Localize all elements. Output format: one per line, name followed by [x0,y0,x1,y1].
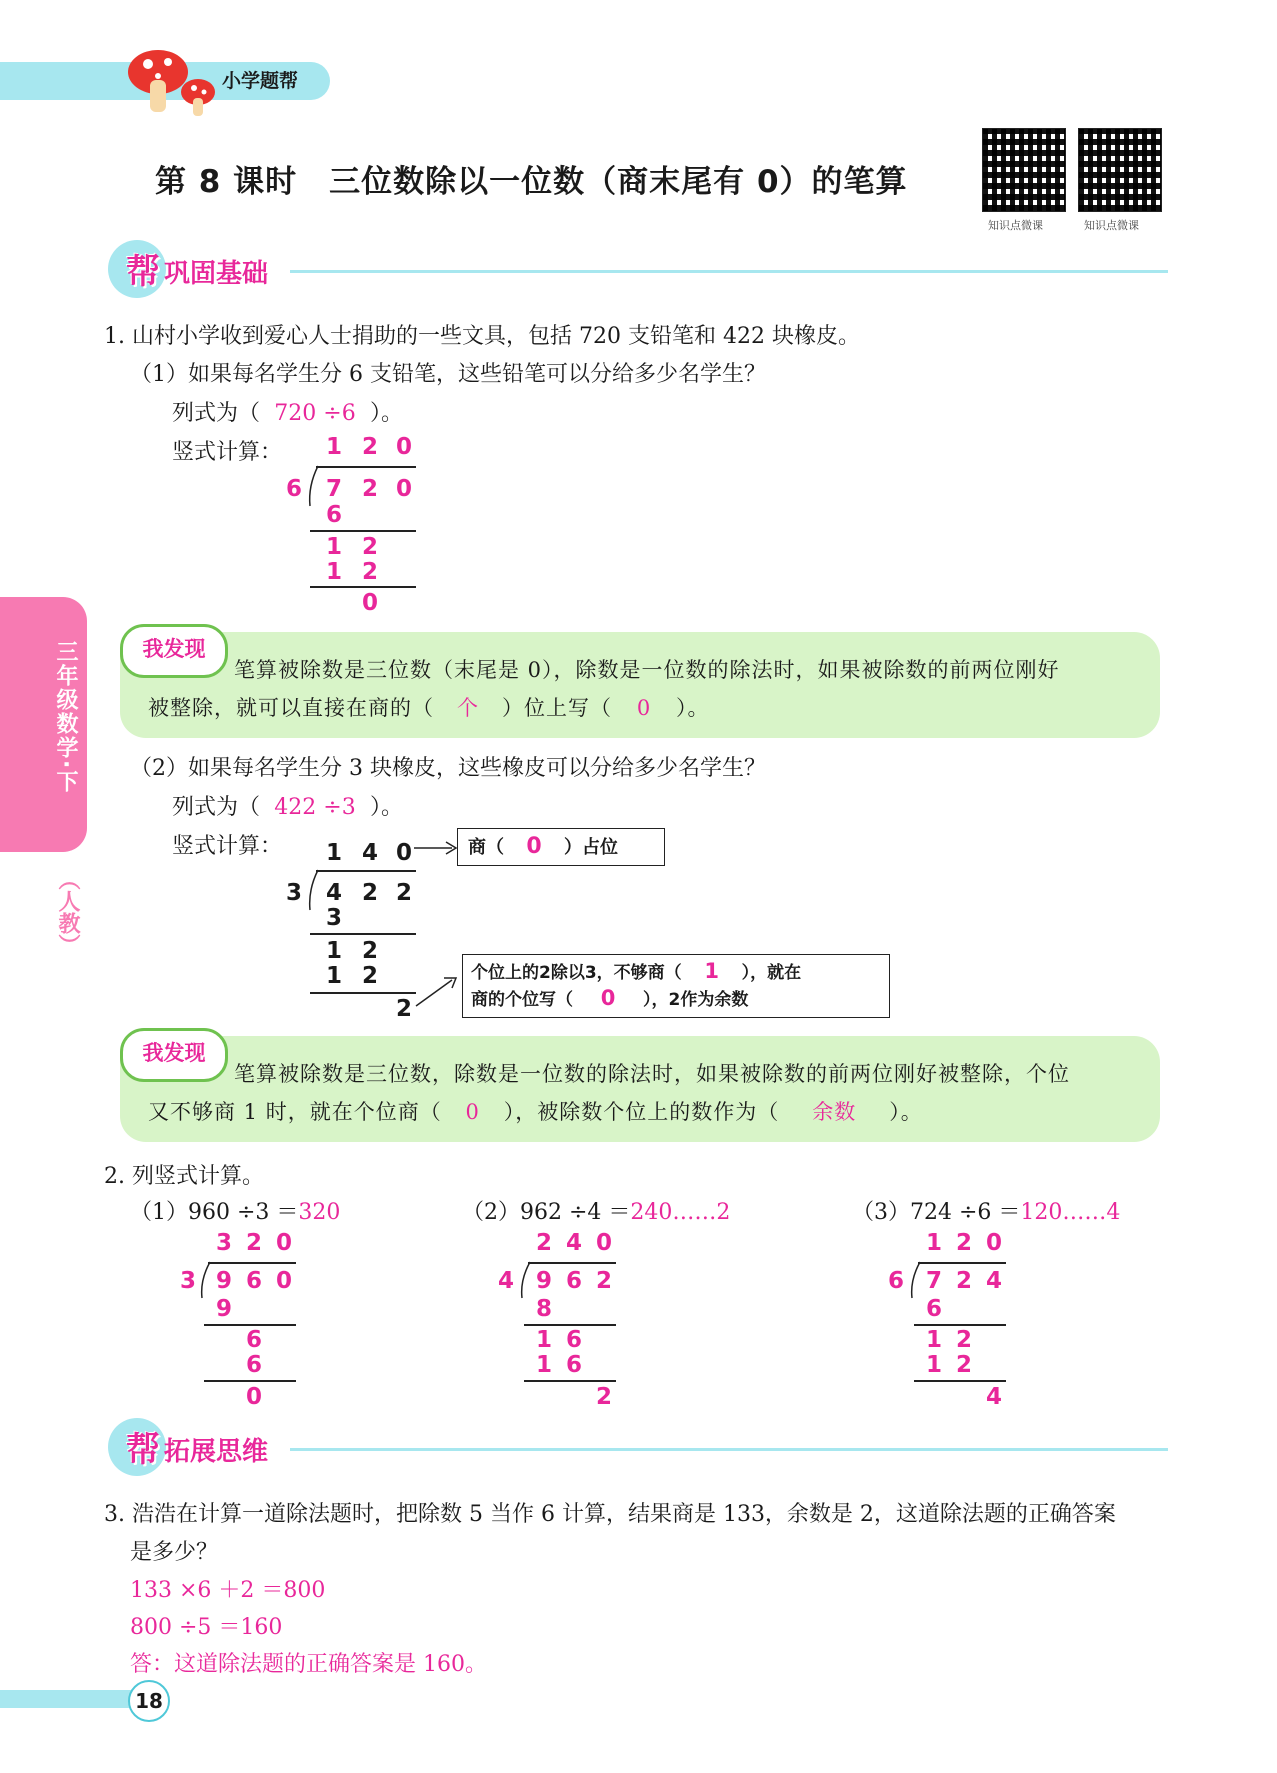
division-bracket [198,1260,212,1300]
step-line [914,1324,1006,1326]
quotient-digit: 2 [956,1230,973,1256]
quotient-digit: 0 [596,1230,613,1256]
expression-1: 列式为（ 720 ÷6 ）。 [172,401,404,426]
remainder: 2 [396,996,413,1022]
dividend-digit: 2 [396,880,413,906]
divisor: 4 [498,1268,515,1294]
answer[interactable]: 120……4 [1020,1200,1121,1225]
page-title: 第 8 课时 三位数除以一位数（商末尾有 0）的笔算 [155,164,908,200]
step-line [524,1324,616,1326]
section-bang: 帮 [126,1430,160,1470]
q2-item-3: （3）724 ÷6 ＝120……4 [852,1200,1121,1225]
step-value: 2 [362,963,379,989]
step-value: 1 [326,963,343,989]
dividend-digit: 9 [216,1268,233,1294]
quotient-digit: 1 [326,434,343,460]
quotient-digit: 0 [276,1230,293,1256]
division-bar [528,1262,616,1264]
section-divider [290,1448,1168,1451]
remainder: 4 [986,1384,1003,1410]
dividend-digit: 2 [956,1268,973,1294]
division-bracket [306,868,320,912]
division-bracket [908,1260,922,1300]
step-value: 1 [326,534,343,560]
callout-box: 个位上的2除以3，不够商（ 1 ），就在 商的个位写（ 0 ），2作为余数 [462,954,890,1018]
divisor: 6 [888,1268,905,1294]
dividend-digit: 4 [326,880,343,906]
dividend-digit: 0 [276,1268,293,1294]
step-value: 6 [326,502,343,528]
qr-code-icon[interactable] [1078,128,1162,212]
step-value: 6 [566,1352,583,1378]
step-value: 2 [956,1352,973,1378]
discovery-box [120,1036,1160,1142]
step-value: 2 [362,534,379,560]
section-bang: 帮 [126,252,160,292]
step-line [310,992,416,994]
quotient-digit: 2 [536,1230,553,1256]
step-line [524,1380,616,1382]
quotient-digit: 2 [246,1230,263,1256]
answer-blank[interactable]: 0 [465,1100,480,1124]
page-number: 18 [128,1680,170,1722]
answer-blank[interactable]: 余数 [812,1100,857,1124]
division-bar [316,466,416,468]
division-bar [316,870,416,872]
dividend-digit: 6 [566,1268,583,1294]
step-line [204,1380,296,1382]
answer-blank[interactable]: 422 ÷3 [274,795,356,820]
q3-answer-line[interactable]: 答：这道除法题的正确答案是 160。 [130,1652,487,1677]
step-value: 2 [362,559,379,585]
step-value: 1 [536,1327,553,1353]
quotient-digit: 0 [396,840,413,866]
question-1-stem: 1. 山村小学收到爱心人士捐助的一些文具，包括 720 支铅笔和 422 块橡皮。 [104,324,860,349]
division-bar [208,1262,296,1264]
step-value: 6 [926,1296,943,1322]
step-line [204,1324,296,1326]
dividend-digit: 7 [926,1268,943,1294]
quotient-digit: 3 [216,1230,233,1256]
callout-box: 商（ 0 ）占位 [457,828,665,866]
step-value: 9 [216,1296,233,1322]
discovery-badge: 我发现 [120,624,228,678]
question-1-part-2: （2）如果每名学生分 3 块橡皮，这些橡皮可以分给多少名学生？ [130,756,766,781]
step-value: 3 [326,905,343,931]
q3-answer-line[interactable]: 800 ÷5 ＝160 [130,1615,283,1640]
discovery-text: 笔算被除数是三位数（末尾是 0），除数是一位数的除法时，如果被除数的前两位刚好 [234,658,1060,682]
step-line [310,933,416,935]
qr-code-icon[interactable] [982,128,1066,212]
dividend-digit: 0 [396,476,413,502]
step-value: 1 [326,559,343,585]
section-title-basic: 巩固基础 [164,259,269,289]
discovery-text: 又不够商 1 时，就在个位商（ 0 ），被除数个位上的数作为（ 余数 ）。 [148,1096,923,1126]
discovery-box [120,632,1160,738]
step-value: 1 [536,1352,553,1378]
brand-name: 小学题帮 [222,70,299,92]
discovery-text: 笔算被除数是三位数，除数是一位数的除法时，如果被除数的前两位刚好被整除，个位 [234,1062,1070,1086]
division-bracket [518,1260,532,1300]
question-3-stem: 3. 浩浩在计算一道除法题时，把除数 5 当作 6 计算，结果商是 133，余数是 2，这道除法题的正确答案 [104,1502,1116,1527]
arrow-icon [412,970,462,1014]
step-value: 2 [362,938,379,964]
answer[interactable]: 320 [298,1200,341,1225]
q3-answer-line[interactable]: 133 ×6 ＋2 ＝800 [130,1578,326,1603]
remainder: 0 [246,1384,263,1410]
step-value: 1 [926,1352,943,1378]
arrow-icon [412,836,458,860]
discovery-text: 被整除，就可以直接在商的（ 个 ）位上写（ 0 ）。 [148,692,710,722]
side-tab-grade: 三年级数学·下 [53,640,78,795]
quotient-digit: 4 [362,840,379,866]
step-value: 2 [956,1327,973,1353]
divisor: 6 [286,476,303,502]
quotient-digit: 1 [926,1230,943,1256]
quotient-digit: 4 [566,1230,583,1256]
side-tab-publisher: （人教） [55,868,80,956]
section-divider [290,270,1168,273]
step-line [310,530,416,532]
divisor: 3 [180,1268,197,1294]
quotient-digit: 0 [986,1230,1003,1256]
qr-caption: 知识点微课 [1084,219,1139,232]
answer-blank[interactable]: 720 ÷6 [274,401,356,426]
remainder: 0 [362,590,379,616]
qr-caption: 知识点微课 [988,219,1043,232]
remainder: 2 [596,1384,613,1410]
vertical-label: 竖式计算： [172,440,283,465]
step-line [310,586,416,588]
q2-item-2: （2）962 ÷4 ＝240……2 [462,1200,731,1225]
step-value: 6 [246,1327,263,1353]
division-bracket [306,464,320,508]
step-value: 1 [326,938,343,964]
answer-blank[interactable]: 0 [526,834,542,859]
dividend-digit: 2 [362,880,379,906]
expression-2: 列式为（ 422 ÷3 ）。 [172,795,404,820]
question-3-stem: 是多少？ [130,1540,219,1565]
quotient-digit: 1 [326,840,343,866]
divisor: 3 [286,880,303,906]
step-line [914,1380,1006,1382]
section-title-extend: 拓展思维 [164,1437,269,1467]
step-value: 6 [566,1327,583,1353]
answer[interactable]: 240……2 [630,1200,731,1225]
dividend-digit: 7 [326,476,343,502]
q2-item-1: （1）960 ÷3 ＝320 [130,1200,341,1225]
quotient-digit: 2 [362,434,379,460]
vertical-label: 竖式计算： [172,834,283,859]
answer-blank[interactable]: 1 [704,959,719,983]
answer-blank[interactable]: 0 [636,696,652,720]
question-2-stem: 2. 列竖式计算。 [104,1164,264,1189]
dividend-digit: 2 [596,1268,613,1294]
dividend-digit: 9 [536,1268,553,1294]
question-1-part-1: （1）如果每名学生分 6 支铅笔，这些铅笔可以分给多少名学生？ [130,362,766,387]
dividend-digit: 2 [362,476,379,502]
step-value: 8 [536,1296,553,1322]
division-bar [918,1262,1006,1264]
mushroom-icon [120,40,220,118]
answer-blank[interactable]: 0 [600,986,616,1010]
quotient-digit: 0 [396,434,413,460]
answer-blank[interactable]: 个 [457,696,479,720]
step-value: 6 [246,1352,263,1378]
dividend-digit: 4 [986,1268,1003,1294]
dividend-digit: 6 [246,1268,263,1294]
step-value: 1 [926,1327,943,1353]
discovery-badge: 我发现 [120,1028,228,1082]
